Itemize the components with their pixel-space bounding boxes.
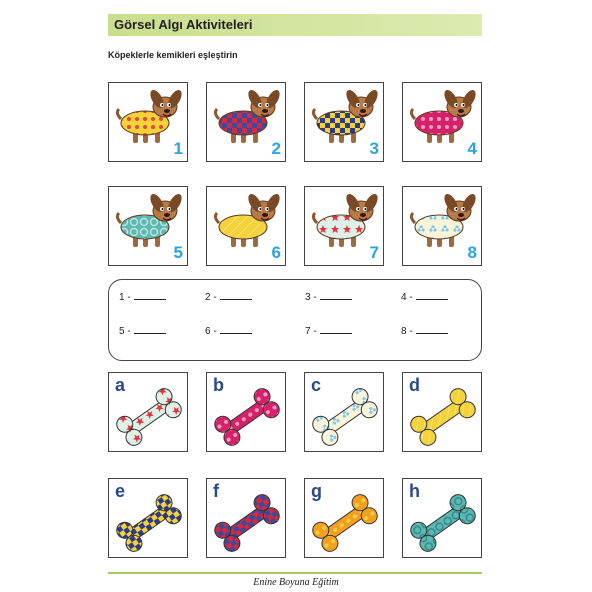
answer-label: 4 - [401,292,413,303]
bone-tile-a [108,372,188,452]
bone-letter: g [311,481,322,501]
dog-number: 5 [173,243,183,262]
answer-label: 6 - [205,326,217,337]
answer-slot-4[interactable] [401,292,448,303]
bone-tile-h [402,478,482,558]
answer-slot-8[interactable] [401,326,448,337]
answer-label: 5 - [119,326,131,337]
bone-tile-d [402,372,482,452]
bone-tile-b [206,372,286,452]
dog-tile-2 [206,82,286,162]
answer-blank[interactable] [220,333,252,334]
answer-blank[interactable] [416,333,448,334]
dog-tile-1 [108,82,188,162]
answer-slot-6[interactable] [205,326,252,337]
dog-number: 7 [369,243,379,262]
bone-letter: d [409,375,420,395]
answer-slot-3[interactable] [305,292,352,303]
dog-tile-6 [206,186,286,266]
answer-label: 3 - [305,292,317,303]
dog-number: 2 [271,139,281,158]
dog-number: 4 [467,139,477,158]
dog-tile-7 [304,186,384,266]
bone-letter: h [409,481,420,501]
title-bar [108,14,482,36]
bone-tile-c [304,372,384,452]
answer-blank[interactable] [320,299,352,300]
dog-tile-3 [304,82,384,162]
answer-box [108,279,482,361]
answer-blank[interactable] [416,299,448,300]
dog-number: 3 [369,139,379,158]
bone-letter: e [115,481,126,501]
answer-blank[interactable] [320,333,352,334]
answer-slot-1[interactable] [119,292,166,303]
dog-number: 6 [271,243,281,262]
bone-letter: b [213,375,224,395]
footer-text: Enine Boyuna Eğitim [253,577,339,588]
bone-letter: f [213,481,219,501]
answer-slot-2[interactable] [205,292,252,303]
bone-tile-g [304,478,384,558]
instruction-text: Köpeklerle kemikleri eşleştirin [108,50,238,60]
dog-tile-4 [402,82,482,162]
dog-tile-5 [108,186,188,266]
answer-blank[interactable] [134,333,166,334]
bone-tile-f [206,478,286,558]
answer-label: 7 - [305,326,317,337]
bone-tile-e [108,478,188,558]
answer-label: 8 - [401,326,413,337]
dog-number: 8 [467,243,477,262]
answer-label: 2 - [205,292,217,303]
bone-letter: c [311,375,322,395]
bone-letter: a [115,375,126,395]
page-title: Görsel Algı Aktiviteleri [114,17,253,32]
answer-label: 1 - [119,292,131,303]
dog-number: 1 [173,139,183,158]
answer-blank[interactable] [220,299,252,300]
footer-divider [108,572,482,574]
answer-slot-5[interactable] [119,326,166,337]
dog-tile-8 [402,186,482,266]
answer-blank[interactable] [134,299,166,300]
answer-slot-7[interactable] [305,326,352,337]
